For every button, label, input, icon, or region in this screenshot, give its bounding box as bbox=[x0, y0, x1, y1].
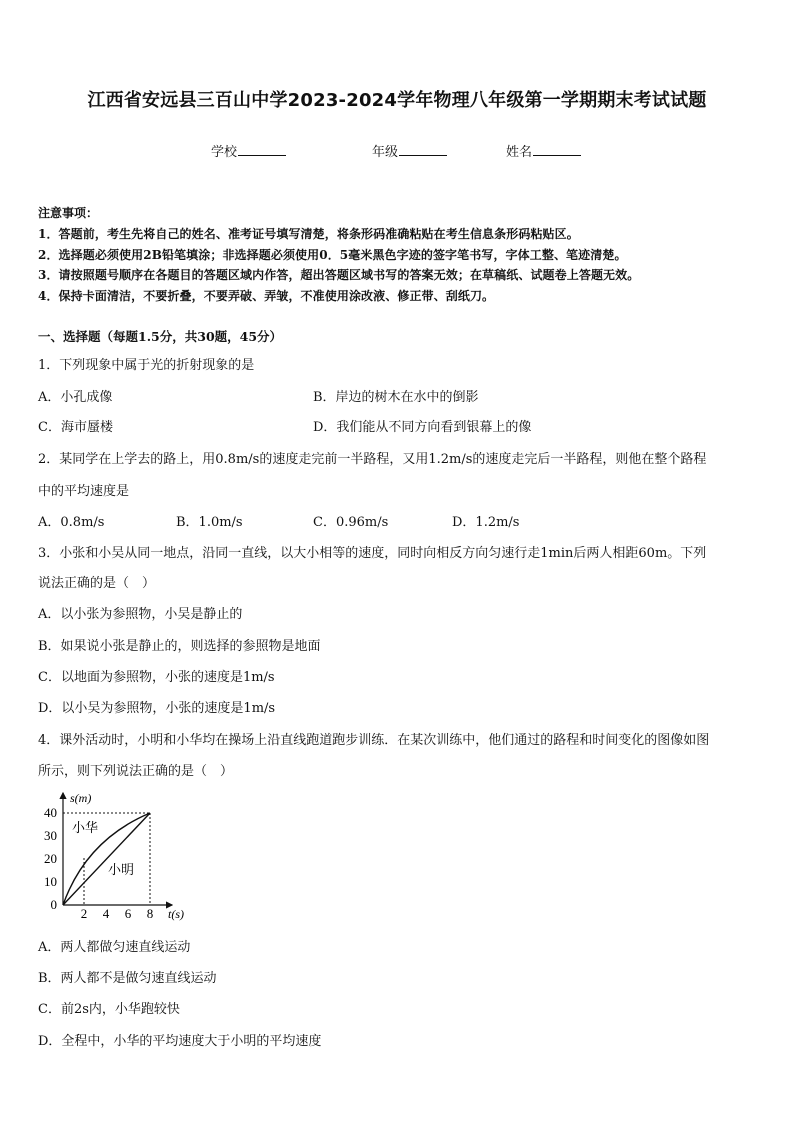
q1-option-b[interactable]: B．岸边的树木在水中的倒影 bbox=[313, 390, 479, 405]
question-2-stem: 2．某同学在上学去的路上，用0.8m/s的速度走完前一半路程，又用1.2m/s的速度走完后一半路程，则他在整个路程 bbox=[38, 452, 707, 467]
q1-option-a[interactable]: A．小孔成像 bbox=[38, 390, 113, 405]
q4-option-d[interactable]: D．全程中，小华的平均速度大于小明的平均速度 bbox=[38, 1034, 322, 1049]
question-4-stem: 4．课外活动时，小明和小华均在操场上沿直线跑道跑步训练．在某次训练中，他们通过的路程和时间变化的图像如图 bbox=[38, 733, 710, 748]
q3-option-d[interactable]: D．以小吴为参照物，小张的速度是1m/s bbox=[38, 701, 276, 716]
distance-time-graph bbox=[30, 785, 195, 925]
q3-option-c[interactable]: C．以地面为参照物，小张的速度是1m/s bbox=[38, 670, 275, 685]
xiaohua-label: 小华 bbox=[72, 820, 99, 835]
y-tick-label: 40 bbox=[44, 805, 57, 820]
y-axis-label: s(m) bbox=[70, 791, 92, 805]
x-tick-label: 4 bbox=[102, 906, 110, 921]
x-axis-label: t(s) bbox=[168, 907, 184, 921]
grade-blank[interactable] bbox=[399, 142, 447, 156]
q3-option-b[interactable]: B．如果说小张是静止的，则选择的参照物是地面 bbox=[38, 639, 321, 654]
q4-option-c[interactable]: C．前2s内，小华跑较快 bbox=[38, 1002, 180, 1017]
grade-field bbox=[372, 141, 447, 160]
name-blank[interactable] bbox=[533, 142, 581, 156]
q3-option-a[interactable]: A．以小张为参照物，小吴是静止的 bbox=[38, 607, 243, 622]
notice-item: 4．保持卡面清洁，不要折叠，不要弄破、弄皱，不准使用涂改液、修正带、刮纸刀。 bbox=[38, 289, 495, 303]
notice-heading: 注意事项： bbox=[38, 206, 99, 220]
y-tick-label: 0 bbox=[50, 897, 57, 912]
notice-item: 3．请按照题号顺序在各题目的答题区域内作答，超出答题区域书写的答案无效；在草稿纸、试题卷上答题无效。 bbox=[38, 268, 640, 282]
question-2-stem-cont: 中的平均速度是 bbox=[38, 484, 130, 499]
q2-option-a[interactable]: A．0.8m/s bbox=[38, 515, 105, 530]
school-blank[interactable] bbox=[238, 142, 286, 156]
notice-item: 1．答题前，考生先将自己的姓名、准考证号填写清楚，将条形码准确粘贴在考生信息条形码粘贴区。 bbox=[38, 227, 579, 241]
notice-item: 2．选择题必须使用2B铅笔填涂；非选择题必须使用0．5毫米黑色字迹的签字笔书写，字体工整、笔迹清楚。 bbox=[38, 248, 627, 262]
section-heading: 一、选择题（每题1.5分，共30题，45分） bbox=[38, 329, 283, 344]
y-tick-label: 10 bbox=[44, 874, 57, 889]
y-tick-label: 20 bbox=[44, 851, 57, 866]
q1-option-d[interactable]: D．我们能从不同方向看到银幕上的像 bbox=[313, 420, 532, 435]
x-tick-label: 6 bbox=[124, 906, 132, 921]
xiaoming-label: 小明 bbox=[108, 862, 135, 877]
q4-option-b[interactable]: B．两人都不是做匀速直线运动 bbox=[38, 971, 217, 986]
question-3-stem-cont: 说法正确的是（ ） bbox=[38, 576, 156, 591]
name-label: 姓名 bbox=[506, 145, 533, 160]
q4-option-a[interactable]: A．两人都做匀速直线运动 bbox=[38, 940, 191, 955]
q1-option-c[interactable]: C．海市蜃楼 bbox=[38, 420, 113, 435]
y-tick-label: 30 bbox=[44, 828, 57, 843]
q2-option-d[interactable]: D．1.2m/s bbox=[452, 515, 520, 530]
grade-label: 年级 bbox=[372, 145, 399, 160]
school-field bbox=[211, 141, 286, 160]
school-label: 学校 bbox=[211, 145, 238, 160]
q2-option-c[interactable]: C．0.96m/s bbox=[313, 515, 389, 530]
q2-option-b[interactable]: B．1.0m/s bbox=[176, 515, 243, 530]
question-4-stem-cont: 所示，则下列说法正确的是（ ） bbox=[38, 764, 234, 779]
question-3-stem: 3．小张和小吴从同一地点，沿同一直线，以大小相等的速度，同时向相反方向匀速行走1min后两人相距60m。下列 bbox=[38, 546, 707, 561]
x-tick-label: 2 bbox=[80, 906, 88, 921]
x-tick-label: 8 bbox=[146, 906, 154, 921]
exam-title: 江西省安远县三百山中学2023-2024学年物理八年级第一学期期末考试试题 bbox=[87, 90, 707, 111]
question-1-stem: 1．下列现象中属于光的折射现象的是 bbox=[38, 358, 255, 373]
name-field bbox=[506, 141, 581, 160]
